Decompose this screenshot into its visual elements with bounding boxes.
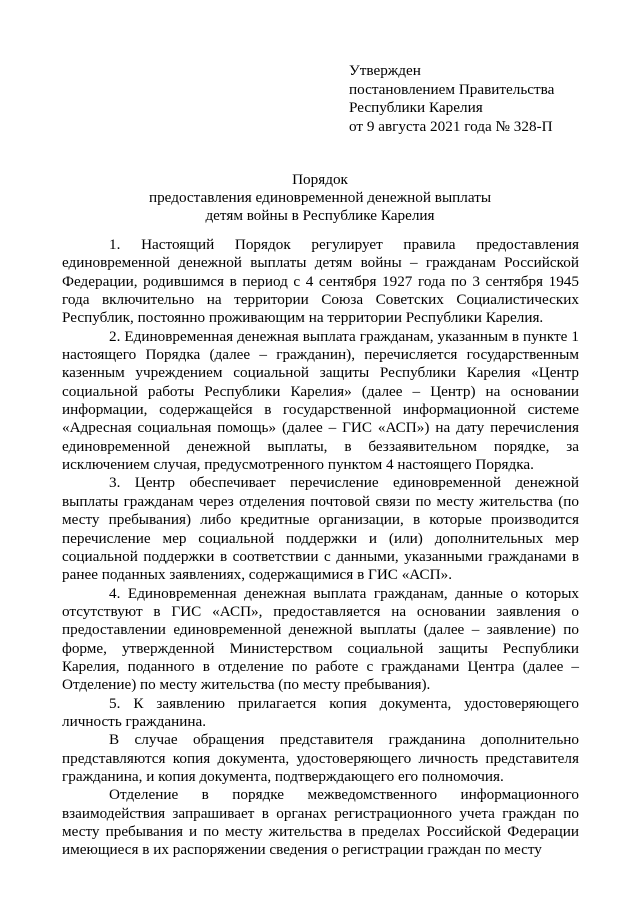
paragraph-6: В случае обращения представителя гражданина дополнительно представляются копия документа, удостоверяющего личность представителя гражданина, и копия документа, подтверждающего его полномочия.	[62, 731, 579, 785]
title-line: детям войны в Республике Карелия	[205, 207, 435, 224]
document-body	[62, 236, 579, 860]
paragraph-7: Отделение в порядке межведомственного информационного взаимодействия запрашивает в органах регистрационного учета граждан по месту пребывания и по месту жительства в пределах Российской Федерации имеющиеся в их распоряжении сведения о регистрации граждан по месту	[62, 786, 579, 859]
approval-line: от 9 августа 2021 года № 328-П	[349, 117, 553, 135]
approval-line: Республики Карелия	[349, 99, 483, 117]
paragraph-3: 3. Центр обеспечивает перечисление единовременной денежной выплаты гражданам через отделения почтовой связи по месту жительства (по месту пребывания) либо кредитные организации, в которые производится перечисление мер социальной поддержки и (или) дополнительных мер социальной поддержки в соответствии с данными, указанными гражданами в ранее поданных заявлениях, содержащимися в ГИС «АСП».	[62, 474, 579, 584]
title-line: Порядок	[292, 171, 348, 188]
paragraph-1: 1. Настоящий Порядок регулирует правила предоставления единовременной денежной выплаты детям войны – гражданам Российской Федерации, родившимся в период с 4 сентября 1927 года по 3 сентября 1945 года включительно на территории Союза Советских Социалистических Республик, постоянно проживающим на территории Республики Карелия.	[62, 236, 579, 327]
paragraph-5: 5. К заявлению прилагается копия документа, удостоверяющего личность гражданина.	[62, 694, 579, 730]
approval-line: постановлением Правительства	[349, 80, 555, 98]
approval-line: Утвержден	[349, 62, 421, 79]
title-line: предоставления единовременной денежной выплаты	[148, 189, 492, 206]
paragraph-2: 2. Единовременная денежная выплата гражданам, указанным в пункте 1 настоящего Порядка (далее – гражданин), перечисляется государственным казенным учреждением социальной защиты Республики Карелия «Центр социальной работы Республики Карелия» (далее – Центр) на основании информации, содержащейся в государственной информационной системе «Адресная социальная помощь» (далее – ГИС «АСП») на дату перечисления единовременной денежной выплаты, в беззаявительном порядке, за исключением случая, предусмотренного пунктом 4 настоящего Порядка.	[62, 327, 579, 474]
document-title	[60, 171, 580, 225]
paragraph-4: 4. Единовременная денежная выплата гражданам, данные о которых отсутствуют в ГИС «АСП», предоставляется на основании заявления о предоставлении единовременной денежной выплаты (далее – заявление) по форме, утвержденной Министерством социальной защиты Республики Карелия, поданного в отделение по работе с гражданами Центра (далее – Отделение) по месту жительства (по месту пребывания).	[62, 584, 579, 694]
approval-block	[349, 62, 619, 136]
